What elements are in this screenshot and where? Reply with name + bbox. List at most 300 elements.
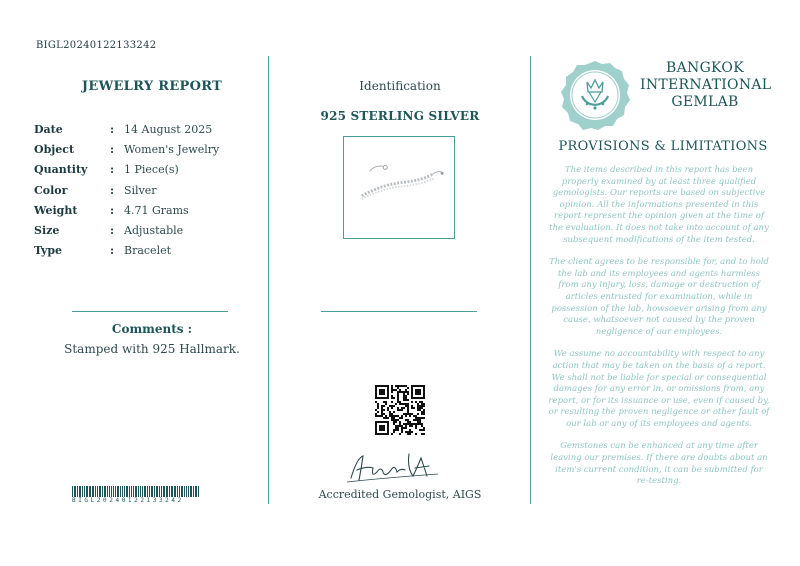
barcode-bar <box>122 486 123 497</box>
qr-module <box>375 415 377 417</box>
qr-module <box>389 413 391 415</box>
qr-module <box>415 427 417 429</box>
qr-module <box>413 419 415 421</box>
barcode-bar <box>193 486 194 497</box>
qr-module <box>417 423 419 425</box>
detail-value: 4.71 Grams <box>124 203 189 217</box>
qr-module <box>401 403 403 405</box>
barcode-bar <box>109 486 110 497</box>
qr-module <box>379 415 381 417</box>
barcode-bar <box>107 486 108 497</box>
comments-title: Comments : <box>111 322 193 336</box>
barcode-bar <box>79 486 81 497</box>
qr-module <box>397 427 399 429</box>
qr-module <box>407 423 409 425</box>
detail-label: Size <box>34 224 60 238</box>
qr-module <box>407 387 409 389</box>
detail-colon: : <box>110 224 115 238</box>
qr-module <box>407 391 409 393</box>
qr-module <box>421 403 423 405</box>
barcode-bar <box>74 486 76 497</box>
qr-module <box>421 405 423 407</box>
detail-label: Color <box>34 183 68 197</box>
barcode-bar <box>147 486 148 497</box>
qr-module <box>415 423 417 425</box>
qr-module <box>391 401 393 403</box>
qr-module <box>397 429 399 431</box>
lab-name-line: GEMLAB <box>671 94 739 110</box>
barcode-bar <box>129 486 130 497</box>
detail-value: Adjustable <box>124 224 184 238</box>
qr-module <box>423 433 425 435</box>
barcode-bar <box>135 486 137 497</box>
qr-module <box>419 405 421 407</box>
qr-module <box>381 405 383 407</box>
barcode-bar <box>92 486 94 497</box>
qr-module <box>401 431 403 433</box>
qr-module <box>385 415 387 417</box>
barcode-bar <box>140 486 141 497</box>
qr-module <box>411 407 413 409</box>
barcode-bar <box>156 486 158 497</box>
qr-module <box>407 405 409 407</box>
provisions-paragraph: The client agrees to be responsible for, and to hold the lab and its employees and agents harmless from any injury, loss, damage or destruction of articles entrusted for examination, while in possession of the lab, howsoever arising from any cause, whatsoever not caused by the proven negligence of our employees. <box>549 257 769 337</box>
barcode-bar <box>72 486 73 497</box>
qr-module <box>381 413 383 415</box>
divider-middle <box>321 311 477 312</box>
qr-module <box>407 411 409 413</box>
qr-module <box>395 427 397 429</box>
barcode-bar <box>138 486 139 497</box>
detail-value: Silver <box>124 183 157 197</box>
barcode-bar <box>177 486 178 497</box>
barcode-bar <box>97 486 98 497</box>
barcode-bar <box>102 486 103 497</box>
lab-name-line: BANGKOK <box>666 60 744 76</box>
detail-colon: : <box>110 122 115 136</box>
qr-module <box>397 401 399 403</box>
qr-module <box>411 425 413 427</box>
qr-module <box>399 403 401 405</box>
qr-module <box>415 419 417 421</box>
qr-module <box>399 391 401 393</box>
barcode-bar <box>120 486 121 497</box>
qr-module <box>391 433 393 435</box>
qr-module <box>415 415 417 417</box>
qr-module <box>399 401 401 403</box>
barcode-bar <box>169 486 170 497</box>
provisions-paragraph: Gemstones can be enhanced at any time after leaving our premises. If there are doubts about an item's current condition, it can be submitted for re-testing. <box>550 441 768 487</box>
qr-module <box>413 415 415 417</box>
barcode-bar <box>188 486 189 497</box>
qr-module <box>387 409 389 411</box>
qr-module <box>419 409 421 411</box>
detail-label: Date <box>34 122 63 136</box>
qr-module <box>423 417 425 419</box>
barcode-bar <box>133 486 134 497</box>
detail-colon: : <box>110 142 115 156</box>
qr-module <box>417 419 419 421</box>
qr-module <box>419 429 421 431</box>
detail-label: Quantity <box>34 163 88 177</box>
qr-module <box>405 427 407 429</box>
qr-module <box>399 421 401 423</box>
qr-module <box>401 425 403 427</box>
barcode-text: BIGL20240122133242 <box>72 497 184 504</box>
qr-module <box>403 407 405 409</box>
barcode-bar <box>174 486 176 497</box>
report-title: JEWELRY REPORT <box>81 79 223 94</box>
qr-module <box>405 415 407 417</box>
item-name: 925 STERLING SILVER <box>320 109 480 123</box>
qr-module <box>409 413 411 415</box>
qr-module <box>393 419 395 421</box>
divider-left <box>72 311 228 312</box>
qr-module <box>401 409 403 411</box>
qr-module <box>423 413 425 415</box>
barcode-bar <box>104 486 106 497</box>
qr-module <box>405 405 407 407</box>
barcode-bar <box>89 486 91 497</box>
qr-module <box>397 397 399 399</box>
barcode-bar <box>84 486 85 497</box>
qr-module <box>383 413 385 415</box>
qr-module <box>405 403 407 405</box>
qr-module <box>407 399 409 401</box>
qr-module <box>383 417 385 419</box>
gem-crown-seal-icon <box>558 58 632 132</box>
bracelet-image <box>344 137 454 238</box>
qr-module <box>407 403 409 405</box>
barcode-bar <box>166 486 168 497</box>
provisions-title: PROVISIONS & LIMITATIONS <box>558 139 768 154</box>
qr-module <box>419 419 421 421</box>
qr-module <box>393 411 395 413</box>
qr-module <box>397 391 399 393</box>
qr-module <box>409 433 411 435</box>
qr-module <box>387 407 389 409</box>
qr-code <box>375 385 425 435</box>
qr-module <box>397 409 399 411</box>
detail-row-type <box>34 241 264 261</box>
qr-module <box>377 403 379 405</box>
qr-module <box>419 407 421 409</box>
qr-module <box>423 427 425 429</box>
qr-module <box>403 399 405 401</box>
qr-module <box>409 425 411 427</box>
qr-module <box>405 385 407 387</box>
barcode-bar <box>198 486 199 497</box>
lab-name <box>640 60 770 111</box>
column-divider-left <box>268 56 269 504</box>
qr-module <box>391 391 393 393</box>
qr-module <box>403 395 405 397</box>
qr-module <box>391 397 393 399</box>
qr-module <box>375 409 377 411</box>
qr-module <box>397 395 399 397</box>
qr-module <box>409 431 411 433</box>
qr-module <box>409 415 411 417</box>
qr-module <box>405 419 407 421</box>
qr-module <box>391 417 393 419</box>
barcode-bar <box>99 486 101 497</box>
qr-module <box>385 417 387 419</box>
gemologist-signature <box>343 448 443 488</box>
detail-colon: : <box>110 244 115 258</box>
qr-module <box>411 423 413 425</box>
qr-module <box>405 397 407 399</box>
qr-module <box>403 413 405 415</box>
qr-module <box>397 425 399 427</box>
qr-module <box>397 399 399 401</box>
detail-value: 14 August 2025 <box>124 122 213 136</box>
qr-code-image <box>375 385 425 435</box>
qr-module <box>415 401 417 403</box>
comments-text: Stamped with 925 Hallmark. <box>64 342 240 356</box>
barcode-bar <box>77 486 78 497</box>
qr-module <box>393 405 395 407</box>
qr-module <box>377 407 379 409</box>
qr-module <box>399 389 401 391</box>
barcode-bar <box>124 486 125 497</box>
barcode-bar <box>179 486 180 497</box>
qr-module <box>377 411 379 413</box>
qr-module <box>387 417 389 419</box>
barcode-bar <box>181 486 183 497</box>
qr-module <box>403 385 405 387</box>
qr-module <box>393 397 395 399</box>
qr-module <box>411 401 413 403</box>
barcode-bar <box>184 486 185 497</box>
barcode-bar <box>154 486 155 497</box>
qr-module <box>403 403 405 405</box>
qr-module <box>419 421 421 423</box>
qr-module <box>413 423 415 425</box>
qr-module <box>405 413 407 415</box>
qr-module <box>417 417 419 419</box>
qr-module <box>407 413 409 415</box>
signature-image <box>343 448 443 488</box>
barcode-bar <box>142 486 143 497</box>
barcode-bar <box>186 486 187 497</box>
qr-module <box>395 419 397 421</box>
qr-module <box>407 419 409 421</box>
barcode-bar <box>82 486 83 497</box>
qr-module <box>375 401 377 403</box>
qr-module <box>411 431 413 433</box>
qr-module <box>407 433 409 435</box>
qr-module <box>401 417 403 419</box>
qr-module <box>407 393 409 395</box>
qr-module <box>389 415 391 417</box>
qr-module <box>407 407 409 409</box>
barcode-bar <box>111 486 112 497</box>
qr-module <box>409 423 411 425</box>
qr-module <box>419 417 421 419</box>
qr-module <box>401 391 403 393</box>
qr-module <box>393 423 395 425</box>
provisions-paragraph: The items described in this report has been properly examined by at least three qualified gemologists. Our reports are based on subjective opinion. All the informations presented in this report represent the opinion given at the time of the evaluation. It does not take into account of any subsequent modifications of the item tested. <box>549 165 769 245</box>
qr-module <box>423 409 425 411</box>
qr-module <box>391 395 393 397</box>
qr-module <box>403 397 405 399</box>
qr-module <box>381 407 383 409</box>
barcode-bar <box>149 486 150 497</box>
qr-module <box>403 423 405 425</box>
qr-module <box>405 395 407 397</box>
qr-module <box>423 429 425 431</box>
qr-module <box>399 409 401 411</box>
qr-module <box>421 413 423 415</box>
qr-module <box>403 391 405 393</box>
barcode <box>72 486 230 497</box>
qr-module <box>393 429 395 431</box>
barcode-bar <box>117 486 119 497</box>
qr-module <box>405 391 407 393</box>
qr-module <box>397 393 399 395</box>
qr-module <box>415 389 421 395</box>
detail-value: 1 Piece(s) <box>124 163 179 177</box>
qr-module <box>383 409 385 411</box>
detail-label: Type <box>34 244 63 258</box>
qr-module <box>381 415 383 417</box>
identification-label: Identification <box>359 79 441 93</box>
qr-module <box>399 425 401 427</box>
qr-module <box>397 415 399 417</box>
qr-module <box>381 409 383 411</box>
detail-value: Bracelet <box>124 244 172 258</box>
qr-module <box>417 421 419 423</box>
qr-module <box>403 393 405 395</box>
qr-module <box>391 419 393 421</box>
detail-row-date <box>34 119 264 139</box>
qr-module <box>405 431 407 433</box>
qr-module <box>377 415 379 417</box>
detail-label: Object <box>34 142 75 156</box>
barcode-bar <box>151 486 153 497</box>
qr-module <box>393 431 395 433</box>
barcode-bar <box>144 486 146 497</box>
qr-module <box>393 415 395 417</box>
qr-module <box>395 403 397 405</box>
barcode-bar <box>195 486 197 497</box>
qr-module <box>379 425 385 431</box>
barcode-bar <box>113 486 114 497</box>
details-list <box>34 119 264 261</box>
detail-colon: : <box>110 183 115 197</box>
qr-module <box>401 429 403 431</box>
qr-module <box>401 407 403 409</box>
barcode-bar <box>190 486 192 497</box>
qr-module <box>389 405 391 407</box>
barcode-bar <box>161 486 162 497</box>
qr-module <box>401 415 403 417</box>
detail-row-size <box>34 220 264 240</box>
detail-row-color <box>34 180 264 200</box>
qr-module <box>397 419 399 421</box>
detail-row-weight <box>34 200 264 220</box>
qr-module <box>409 429 411 431</box>
qr-module <box>391 405 393 407</box>
qr-module <box>423 403 425 405</box>
barcode-bar <box>131 486 132 497</box>
qr-module <box>383 401 385 403</box>
detail-row-object <box>34 139 264 159</box>
qr-module <box>415 425 417 427</box>
qr-module <box>399 423 401 425</box>
qr-module <box>397 385 399 387</box>
qr-module <box>391 387 393 389</box>
gemologist-caption: Accredited Gemologist, AIGS <box>318 488 482 501</box>
qr-module <box>397 407 399 409</box>
barcode-bar <box>171 486 173 497</box>
qr-module <box>395 425 397 427</box>
qr-module <box>385 401 387 403</box>
lab-name-line: INTERNATIONAL <box>640 77 772 93</box>
qr-module <box>403 427 405 429</box>
detail-value: Women's Jewelry <box>124 142 220 156</box>
qr-module <box>401 427 403 429</box>
qr-module <box>391 413 393 415</box>
qr-module <box>395 389 397 391</box>
qr-module <box>391 385 393 387</box>
qr-module <box>415 433 417 435</box>
qr-module <box>421 417 423 419</box>
qr-module <box>419 423 421 425</box>
barcode-bar <box>115 486 116 497</box>
qr-module <box>421 429 423 431</box>
qr-module <box>409 421 411 423</box>
detail-colon: : <box>110 163 115 177</box>
bracelet-photo <box>343 136 455 239</box>
barcode-bar <box>95 486 96 497</box>
qr-module <box>413 407 415 409</box>
qr-module <box>383 405 385 407</box>
qr-module <box>377 405 379 407</box>
qr-module <box>421 423 423 425</box>
detail-colon: : <box>110 203 115 217</box>
qr-module <box>391 415 393 417</box>
qr-module <box>405 423 407 425</box>
qr-module <box>405 399 407 401</box>
qr-module <box>421 401 423 403</box>
qr-module <box>405 425 407 427</box>
qr-module <box>407 421 409 423</box>
qr-module <box>411 413 413 415</box>
qr-module <box>421 433 423 435</box>
qr-module <box>393 421 395 423</box>
provisions-body <box>548 165 770 499</box>
qr-module <box>375 413 377 415</box>
qr-module <box>405 389 407 391</box>
qr-module <box>385 403 387 405</box>
qr-module <box>423 411 425 413</box>
qr-module <box>421 407 423 409</box>
qr-module <box>415 417 417 419</box>
qr-module <box>423 405 425 407</box>
qr-module <box>379 389 385 395</box>
qr-module <box>393 417 395 419</box>
qr-module <box>399 385 401 387</box>
qr-module <box>407 431 409 433</box>
qr-module <box>395 415 397 417</box>
qr-module <box>421 411 423 413</box>
qr-module <box>389 411 391 413</box>
barcode-bar <box>159 486 160 497</box>
qr-module <box>417 409 419 411</box>
qr-module <box>395 421 397 423</box>
barcode-bar <box>126 486 128 497</box>
